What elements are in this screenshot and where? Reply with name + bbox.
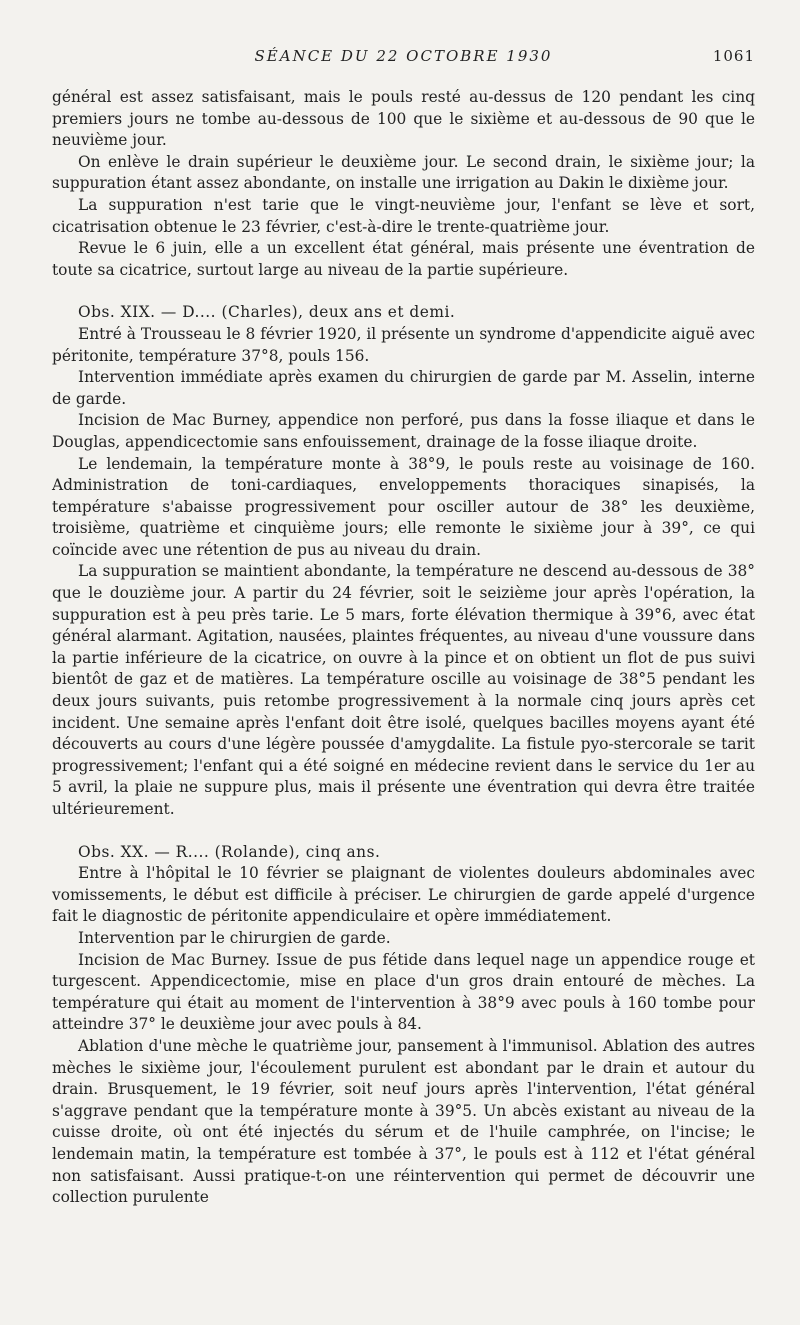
paragraph: Entre à l'hôpital le 10 février se plaignant de violentes douleurs abdominales avec vomissements, le début est difficile à préciser. Le chirurgien de garde appelé d'urgence fait le diagnostic de péritonite appendiculaire et opère immédiatement.: [52, 864, 755, 926]
session-title: SÉANCE DU 22 OCTOBRE 1930: [254, 47, 553, 65]
article-body: [52, 87, 755, 1209]
paragraph: Incision de Mac Burney, appendice non perforé, pus dans la fosse iliaque et dans le Douglas, appendicectomie sans enfouissement, drainage de la fosse iliaque droite.: [52, 411, 755, 451]
paragraph: On enlève le drain supérieur le deuxième jour. Le second drain, le sixième jour; la suppuration étant assez abondante, on installe une irrigation au Dakin le dixième jour.: [52, 152, 755, 193]
observation-heading: Obs. XX. — R.... (Rolande), cinq ans.: [78, 842, 381, 861]
paragraph: général est assez satisfaisant, mais le pouls resté au-dessus de 120 pendant les cinq premiers jours ne tombe au-dessous de 100 que le sixième et au-dessous de 90 que le neuvième jour.: [52, 88, 755, 150]
paragraph: Le lendemain, la température monte à 38°9, le pouls reste au voisinage de 160. Administration de toni-cardiaques, enveloppements thoraciques sinapisés, la température s'abaisse progressivement pour osciller autour de 38° les deuxième, troisième, quatrième et cinquième jours; elle remonte le sixième jour à 39°, ce qui coïncide avec une rétention de pus au niveau du drain.: [52, 454, 755, 559]
paragraph: La suppuration n'est tarie que le vingt-neuvième jour, l'enfant se lève et sort, cicatrisation obtenue le 23 février, c'est-à-dire le trente-quatrième jour.: [52, 195, 755, 236]
paragraph: Revue le 6 juin, elle a un excellent état général, mais présente une éventration de toute sa cicatrice, surtout large au niveau de la partie supérieure.: [52, 239, 755, 279]
observation-heading: Obs. XIX. — D.... (Charles), deux ans et demi.: [78, 303, 456, 322]
running-header: [52, 44, 755, 68]
paragraph: Incision de Mac Burney. Issue de pus fétide dans lequel nage un appendice rouge et turgescent. Appendicectomie, mise en place d'un gros drain entouré de mèches. La température qui était au moment de l'intervention à 38°9 avec pouls à 160 tombe pour atteindre 37° le deuxième jour avec pouls à 84.: [52, 950, 755, 1034]
paragraph: Entré à Trousseau le 8 février 1920, il présente un syndrome d'appendicite aiguë avec péritonite, température 37°8, pouls 156.: [52, 324, 755, 365]
page-number: 1061: [712, 47, 755, 65]
paragraph: Intervention par le chirurgien de garde.: [78, 928, 391, 947]
paragraph: La suppuration se maintient abondante, la température ne descend au-dessous de 38° que le douzième jour. A partir du 24 février, soit le seizième jour après l'opération, la suppuration est à peu près tarie. Le 5 mars, forte élévation thermique à 39°6, avec état général alarmant. Agitation, nausées, plaintes fréquentes, au niveau d'une voussure dans la partie inférieure de la cicatrice, on ouvre à la pince et on obtient un flot de pus suivi bientôt de gaz et de matières. La température oscille au voisinage de 38°5 pendant les deux jours suivants, puis retombe progressivement à la normale cinq jours après cet incident. Une semaine après l'enfant doit être isolé, quelques bacilles moyens ayant été découverts au cours d'une légère poussée d'amygdalite. La fistule pyo-stercorale se tarit progressivement; l'enfant qui a été soigné en médecine revient dans le service du 1er au 5 avril, la plaie ne suppure plus, mais il présente une éventration qui devra être traitée ultérieurement.: [52, 562, 755, 818]
paragraph: Ablation d'une mèche le quatrième jour, pansement à l'immunisol. Ablation des autres mèches le sixième jour, l'écoulement purulent est abondant par le drain et autour du drain. Brusquement, le 19 février, soit neuf jours après l'intervention, l'état général s'aggrave pendant que la température monte à 39°5. Un abcès existant au niveau de la cuisse droite, où ont été injectés du sérum et de l'huile camphrée, on l'incise; le lendemain matin, la température est tombée à 37°, le pouls est à 112 et l'état général non satisfaisant. Aussi pratique-t-on une réintervention qui permet de découvrir une collection purulente: [52, 1036, 755, 1207]
paragraph: Intervention immédiate après examen du chirurgien de garde par M. Asselin, interne de garde.: [52, 368, 755, 408]
